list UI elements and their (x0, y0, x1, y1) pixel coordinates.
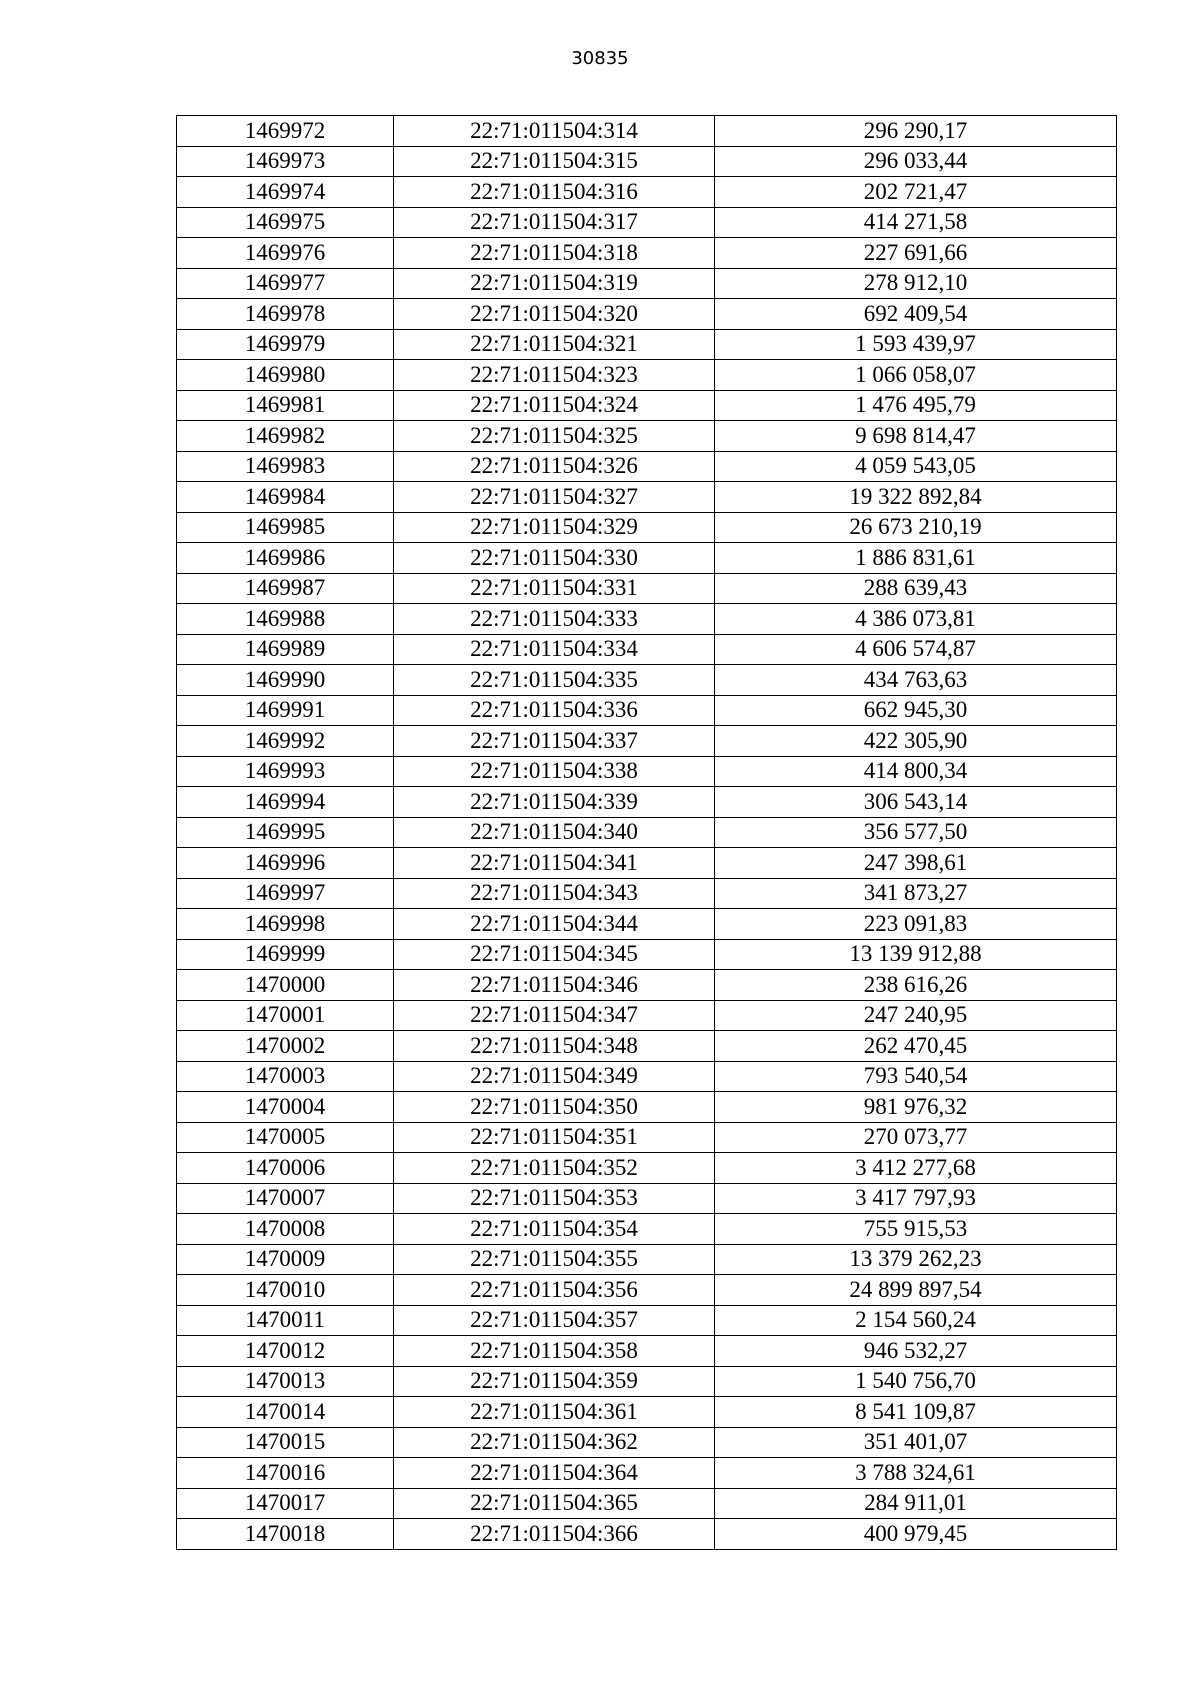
table-row (177, 909, 1117, 940)
table-row (177, 146, 1117, 177)
cadastral-number-cell: 22:71:011504:319 (394, 268, 715, 299)
table-body (177, 116, 1117, 1550)
cadastral-number-cell: 22:71:011504:315 (394, 146, 715, 177)
row-number-cell: 1469991 (177, 695, 394, 726)
row-number-cell: 1469974 (177, 177, 394, 208)
table-row (177, 1275, 1117, 1306)
value-cell: 284 911,01 (715, 1488, 1117, 1519)
row-number-cell: 1469985 (177, 512, 394, 543)
cadastral-number-cell: 22:71:011504:340 (394, 817, 715, 848)
value-cell: 26 673 210,19 (715, 512, 1117, 543)
row-number-cell: 1469986 (177, 543, 394, 574)
table-row (177, 634, 1117, 665)
row-number-cell: 1469999 (177, 939, 394, 970)
row-number-cell: 1469981 (177, 390, 394, 421)
value-cell: 434 763,63 (715, 665, 1117, 696)
table-row (177, 116, 1117, 147)
table-row (177, 1244, 1117, 1275)
row-number-cell: 1469997 (177, 878, 394, 909)
cadastral-number-cell: 22:71:011504:358 (394, 1336, 715, 1367)
table-row (177, 1427, 1117, 1458)
cadastral-number-cell: 22:71:011504:343 (394, 878, 715, 909)
value-cell: 1 886 831,61 (715, 543, 1117, 574)
row-number-cell: 1469979 (177, 329, 394, 360)
table-row (177, 939, 1117, 970)
row-number-cell: 1470008 (177, 1214, 394, 1245)
value-cell: 946 532,27 (715, 1336, 1117, 1367)
row-number-cell: 1469994 (177, 787, 394, 818)
cadastral-number-cell: 22:71:011504:366 (394, 1519, 715, 1550)
value-cell: 981 976,32 (715, 1092, 1117, 1123)
value-cell: 400 979,45 (715, 1519, 1117, 1550)
row-number-cell: 1470006 (177, 1153, 394, 1184)
row-number-cell: 1470014 (177, 1397, 394, 1428)
row-number-cell: 1469992 (177, 726, 394, 757)
value-cell: 262 470,45 (715, 1031, 1117, 1062)
table-row (177, 1000, 1117, 1031)
row-number-cell: 1469973 (177, 146, 394, 177)
value-cell: 24 899 897,54 (715, 1275, 1117, 1306)
table-row (177, 1122, 1117, 1153)
row-number-cell: 1470007 (177, 1183, 394, 1214)
value-cell: 270 073,77 (715, 1122, 1117, 1153)
row-number-cell: 1470000 (177, 970, 394, 1001)
table-row (177, 238, 1117, 269)
cadastral-number-cell: 22:71:011504:338 (394, 756, 715, 787)
row-number-cell: 1470009 (177, 1244, 394, 1275)
table-row (177, 1214, 1117, 1245)
cadastral-number-cell: 22:71:011504:323 (394, 360, 715, 391)
row-number-cell: 1470016 (177, 1458, 394, 1489)
value-cell: 296 290,17 (715, 116, 1117, 147)
cadastral-number-cell: 22:71:011504:361 (394, 1397, 715, 1428)
table-row (177, 604, 1117, 635)
cadastral-number-cell: 22:71:011504:314 (394, 116, 715, 147)
table-row (177, 390, 1117, 421)
table-row (177, 512, 1117, 543)
cadastral-number-cell: 22:71:011504:364 (394, 1458, 715, 1489)
cadastral-number-cell: 22:71:011504:356 (394, 1275, 715, 1306)
cadastral-number-cell: 22:71:011504:326 (394, 451, 715, 482)
cadastral-number-cell: 22:71:011504:329 (394, 512, 715, 543)
cadastral-number-cell: 22:71:011504:351 (394, 1122, 715, 1153)
value-cell: 278 912,10 (715, 268, 1117, 299)
table-row (177, 329, 1117, 360)
cadastral-number-cell: 22:71:011504:362 (394, 1427, 715, 1458)
row-number-cell: 1470015 (177, 1427, 394, 1458)
table-row (177, 1366, 1117, 1397)
table-row (177, 848, 1117, 879)
value-cell: 662 945,30 (715, 695, 1117, 726)
cadastral-number-cell: 22:71:011504:346 (394, 970, 715, 1001)
row-number-cell: 1470018 (177, 1519, 394, 1550)
table-row (177, 543, 1117, 574)
table-row (177, 421, 1117, 452)
row-number-cell: 1469996 (177, 848, 394, 879)
value-cell: 3 412 277,68 (715, 1153, 1117, 1184)
table-row (177, 1305, 1117, 1336)
table-row (177, 878, 1117, 909)
value-cell: 1 540 756,70 (715, 1366, 1117, 1397)
cadastral-number-cell: 22:71:011504:316 (394, 177, 715, 208)
row-number-cell: 1470003 (177, 1061, 394, 1092)
page-number: 30835 (571, 48, 629, 69)
table-row (177, 665, 1117, 696)
cadastral-number-cell: 22:71:011504:325 (394, 421, 715, 452)
value-cell: 13 379 262,23 (715, 1244, 1117, 1275)
cadastral-number-cell: 22:71:011504:331 (394, 573, 715, 604)
value-cell: 223 091,83 (715, 909, 1117, 940)
cadastral-number-cell: 22:71:011504:355 (394, 1244, 715, 1275)
table-row (177, 787, 1117, 818)
row-number-cell: 1469998 (177, 909, 394, 940)
cadastral-number-cell: 22:71:011504:341 (394, 848, 715, 879)
value-cell: 351 401,07 (715, 1427, 1117, 1458)
table-row (177, 1153, 1117, 1184)
table-row (177, 1397, 1117, 1428)
value-cell: 1 593 439,97 (715, 329, 1117, 360)
cadastral-number-cell: 22:71:011504:350 (394, 1092, 715, 1123)
table-row (177, 1336, 1117, 1367)
value-cell: 227 691,66 (715, 238, 1117, 269)
value-cell: 288 639,43 (715, 573, 1117, 604)
table-row (177, 451, 1117, 482)
row-number-cell: 1469987 (177, 573, 394, 604)
table-row (177, 268, 1117, 299)
table-row (177, 726, 1117, 757)
row-number-cell: 1470010 (177, 1275, 394, 1306)
cadastral-number-cell: 22:71:011504:317 (394, 207, 715, 238)
table-row (177, 1519, 1117, 1550)
table-row (177, 695, 1117, 726)
table-row (177, 177, 1117, 208)
cadastral-number-cell: 22:71:011504:357 (394, 1305, 715, 1336)
value-cell: 414 271,58 (715, 207, 1117, 238)
value-cell: 2 154 560,24 (715, 1305, 1117, 1336)
value-cell: 202 721,47 (715, 177, 1117, 208)
row-number-cell: 1469972 (177, 116, 394, 147)
table-row (177, 817, 1117, 848)
cadastral-number-cell: 22:71:011504:359 (394, 1366, 715, 1397)
row-number-cell: 1470004 (177, 1092, 394, 1123)
cadastral-number-cell: 22:71:011504:349 (394, 1061, 715, 1092)
value-cell: 3 788 324,61 (715, 1458, 1117, 1489)
row-number-cell: 1469983 (177, 451, 394, 482)
row-number-cell: 1470012 (177, 1336, 394, 1367)
table-row (177, 756, 1117, 787)
cadastral-number-cell: 22:71:011504:321 (394, 329, 715, 360)
row-number-cell: 1469993 (177, 756, 394, 787)
cadastral-number-cell: 22:71:011504:333 (394, 604, 715, 635)
cadastral-number-cell: 22:71:011504:324 (394, 390, 715, 421)
value-cell: 793 540,54 (715, 1061, 1117, 1092)
value-cell: 3 417 797,93 (715, 1183, 1117, 1214)
value-cell: 356 577,50 (715, 817, 1117, 848)
cadastral-number-cell: 22:71:011504:354 (394, 1214, 715, 1245)
row-number-cell: 1469984 (177, 482, 394, 513)
row-number-cell: 1469995 (177, 817, 394, 848)
row-number-cell: 1469976 (177, 238, 394, 269)
cadastral-number-cell: 22:71:011504:353 (394, 1183, 715, 1214)
row-number-cell: 1469975 (177, 207, 394, 238)
table-row (177, 573, 1117, 604)
value-cell: 1 066 058,07 (715, 360, 1117, 391)
value-cell: 755 915,53 (715, 1214, 1117, 1245)
value-cell: 247 398,61 (715, 848, 1117, 879)
row-number-cell: 1469978 (177, 299, 394, 330)
row-number-cell: 1469990 (177, 665, 394, 696)
cadastral-number-cell: 22:71:011504:327 (394, 482, 715, 513)
value-cell: 247 240,95 (715, 1000, 1117, 1031)
cadastral-number-cell: 22:71:011504:318 (394, 238, 715, 269)
row-number-cell: 1470013 (177, 1366, 394, 1397)
table-row (177, 1061, 1117, 1092)
row-number-cell: 1469989 (177, 634, 394, 665)
value-cell: 19 322 892,84 (715, 482, 1117, 513)
row-number-cell: 1469980 (177, 360, 394, 391)
table-row (177, 1488, 1117, 1519)
cadastral-number-cell: 22:71:011504:330 (394, 543, 715, 574)
value-cell: 8 541 109,87 (715, 1397, 1117, 1428)
table-row (177, 299, 1117, 330)
row-number-cell: 1470002 (177, 1031, 394, 1062)
cadastral-number-cell: 22:71:011504:345 (394, 939, 715, 970)
value-cell: 238 616,26 (715, 970, 1117, 1001)
row-number-cell: 1469977 (177, 268, 394, 299)
value-cell: 9 698 814,47 (715, 421, 1117, 452)
table-row (177, 970, 1117, 1001)
cadastral-number-cell: 22:71:011504:352 (394, 1153, 715, 1184)
cadastral-number-cell: 22:71:011504:320 (394, 299, 715, 330)
data-table (176, 115, 1117, 1550)
table-row (177, 482, 1117, 513)
value-cell: 422 305,90 (715, 726, 1117, 757)
table-row (177, 1031, 1117, 1062)
table-row (177, 360, 1117, 391)
cadastral-number-cell: 22:71:011504:365 (394, 1488, 715, 1519)
row-number-cell: 1470001 (177, 1000, 394, 1031)
value-cell: 296 033,44 (715, 146, 1117, 177)
value-cell: 4 386 073,81 (715, 604, 1117, 635)
value-cell: 4 606 574,87 (715, 634, 1117, 665)
row-number-cell: 1469982 (177, 421, 394, 452)
value-cell: 306 543,14 (715, 787, 1117, 818)
value-cell: 1 476 495,79 (715, 390, 1117, 421)
value-cell: 414 800,34 (715, 756, 1117, 787)
row-number-cell: 1470011 (177, 1305, 394, 1336)
value-cell: 4 059 543,05 (715, 451, 1117, 482)
row-number-cell: 1470017 (177, 1488, 394, 1519)
cadastral-number-cell: 22:71:011504:339 (394, 787, 715, 818)
cadastral-number-cell: 22:71:011504:347 (394, 1000, 715, 1031)
row-number-cell: 1470005 (177, 1122, 394, 1153)
cadastral-number-cell: 22:71:011504:336 (394, 695, 715, 726)
cadastral-number-cell: 22:71:011504:344 (394, 909, 715, 940)
value-cell: 341 873,27 (715, 878, 1117, 909)
value-cell: 692 409,54 (715, 299, 1117, 330)
table-row (177, 1458, 1117, 1489)
cadastral-number-cell: 22:71:011504:334 (394, 634, 715, 665)
table-row (177, 207, 1117, 238)
table-row (177, 1092, 1117, 1123)
value-cell: 13 139 912,88 (715, 939, 1117, 970)
cadastral-number-cell: 22:71:011504:337 (394, 726, 715, 757)
cadastral-number-cell: 22:71:011504:348 (394, 1031, 715, 1062)
cadastral-number-cell: 22:71:011504:335 (394, 665, 715, 696)
row-number-cell: 1469988 (177, 604, 394, 635)
table-row (177, 1183, 1117, 1214)
